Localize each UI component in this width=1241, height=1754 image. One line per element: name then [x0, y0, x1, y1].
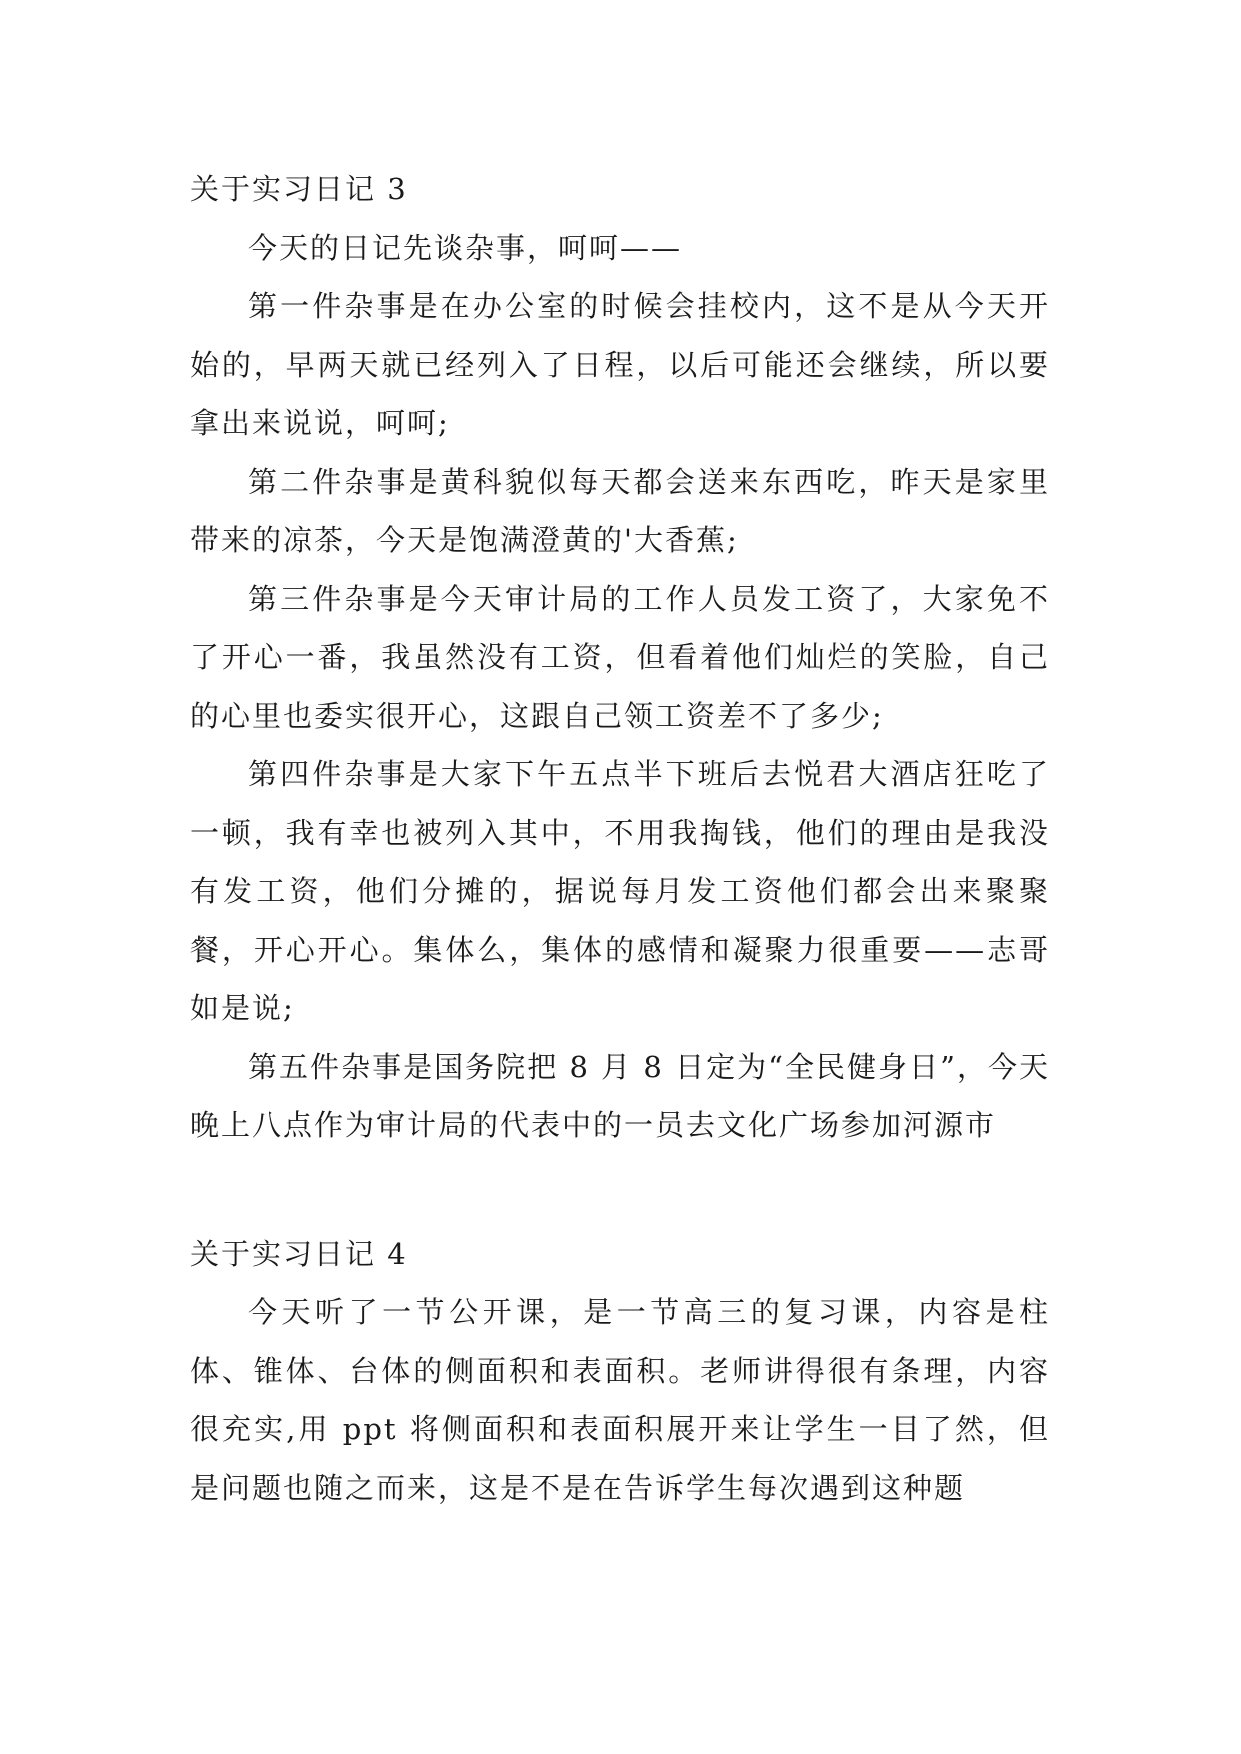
diary-section-3 [190, 160, 1050, 1155]
paragraph: 第四件杂事是大家下午五点半下班后去悦君大酒店狂吃了一顿，我有幸也被列入其中，不用我掏钱，他们的理由是我没有发工资，他们分摊的，据说每月发工资他们都会出来聚聚餐，开心开心。集体么，集体的感情和凝聚力很重要——志哥如是说; [190, 757, 1050, 1025]
paragraph: 第二件杂事是黄科貌似每天都会送来东西吃，昨天是家里带来的凉茶，今天是饱满澄黄的'大香蕉; [190, 464, 1050, 557]
diary-section-4 [190, 1225, 1050, 1518]
section-title: 关于实习日记 4 [190, 1236, 408, 1271]
section-title: 关于实习日记 3 [190, 172, 408, 206]
section-spacer [190, 1155, 1050, 1225]
paragraph: 今天听了一节公开课，是一节高三的复习课，内容是柱体、锥体、台体的侧面积和表面积。老师讲得很有条理，内容很充实,用 ppt 将侧面积和表面积展开来让学生一目了然，但是问题也随之而来，这是不是在告诉学生每次遇到这种题 [190, 1295, 1050, 1505]
paragraph: 第五件杂事是国务院把 8 月 8 日定为“全民健身日”，今天晚上八点作为审计局的代表中的一员去文化广场参加河源市 [190, 1049, 1050, 1142]
paragraph: 第一件杂事是在办公室的时候会挂校内，这不是从今天开始的，早两天就已经列入了日程，以后可能还会继续，所以要拿出来说说，呵呵; [190, 289, 1050, 440]
paragraph: 第三件杂事是今天审计局的工作人员发工资了，大家免不了开心一番，我虽然没有工资，但看着他们灿烂的笑脸，自己的心里也委实很开心，这跟自己领工资差不了多少; [190, 581, 1050, 733]
paragraph: 今天的日记先谈杂事，呵呵—— [248, 230, 683, 265]
document-body [190, 160, 1050, 1517]
